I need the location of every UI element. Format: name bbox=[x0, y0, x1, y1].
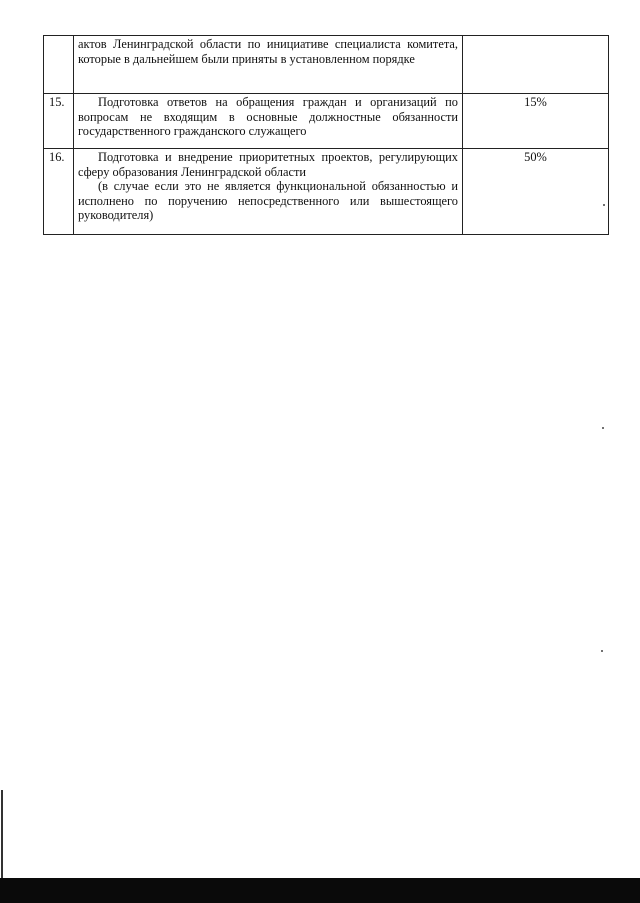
description-paragraph: актов Ленинградской области по инициативе специалиста комитета, которые в дальнейшем были приняты в установленном порядке bbox=[78, 37, 458, 66]
row-percent: 50% bbox=[463, 149, 609, 235]
row-number: 15. bbox=[44, 94, 74, 149]
description-note: (в случае если это не является функциональной обязанностью и исполнено по поручению непосредственного или вышестоящего руководителя) bbox=[78, 179, 458, 222]
row-number bbox=[44, 36, 74, 94]
scan-speck bbox=[601, 650, 603, 652]
scan-speck bbox=[602, 427, 604, 429]
scan-edge-left bbox=[1, 790, 3, 880]
row-description bbox=[74, 94, 463, 149]
table-row bbox=[44, 149, 609, 235]
row-description bbox=[74, 36, 463, 94]
scan-speck bbox=[603, 204, 605, 206]
row-number: 16. bbox=[44, 149, 74, 235]
row-description bbox=[74, 149, 463, 235]
table-row bbox=[44, 94, 609, 149]
description-paragraph: Подготовка и внедрение приоритетных проектов, регулирующих сферу образования Ленинградской области bbox=[78, 150, 458, 179]
row-percent bbox=[463, 36, 609, 94]
table-row bbox=[44, 36, 609, 94]
scan-edge-bottom bbox=[0, 878, 640, 903]
criteria-table bbox=[43, 35, 609, 235]
row-percent: 15% bbox=[463, 94, 609, 149]
description-paragraph: Подготовка ответов на обращения граждан и организаций по вопросам не входящим в основные должностные обязанности государственного гражданского служащего bbox=[78, 95, 458, 138]
